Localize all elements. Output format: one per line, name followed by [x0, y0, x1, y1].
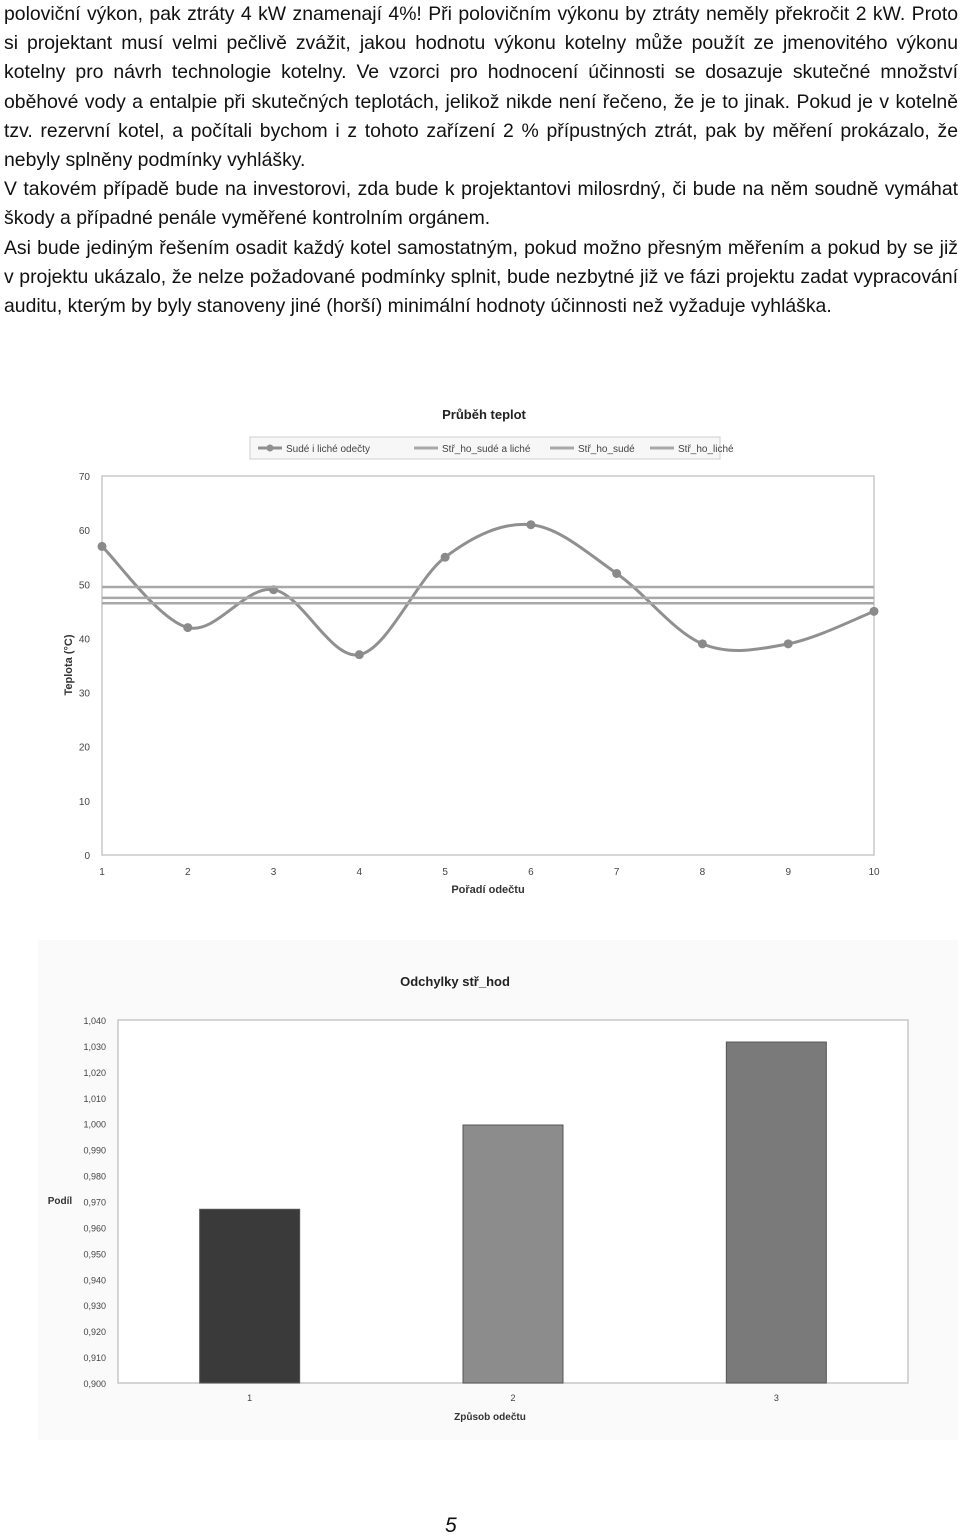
y-tick-label: 1,020	[83, 1067, 106, 1078]
data-point	[98, 542, 107, 551]
y-tick-label: 1,030	[83, 1041, 106, 1052]
y-tick-label: 50	[78, 580, 90, 592]
x-tick-label: 1	[247, 1393, 253, 1403]
paragraph-1: poloviční výkon, pak ztráty 4 kW znamenají 4%! Při polovičním výkonu by ztráty neměly překročit 2 kW. Proto si projektant musí velmi pečlivě zvážit, jakou hodnotu výkonu kotelny může použít ze jmenovitého výkonu kotelny pro návrh technologie kotelny. Ve vzorci pro hodnocení účinnosti se dosazuje skutečné množství oběhové vody a entalpie při skutečných teplotách, jelikož nikde není řečeno, že je to jinak. Pokud je v kotelně tzv. rezervní kotel, a počítali bychom i z tohoto zařízení 2 % přípustných ztrát, pak by měření prokázalo, že nebyly splněny podmínky vyhlášky.	[4, 3, 958, 172]
y-axis-label: Podíl	[47, 1196, 73, 1207]
x-tick-label: 10	[868, 867, 880, 878]
chart-title: Průběh teplot	[442, 407, 526, 422]
data-point	[784, 639, 793, 648]
chart-title: Odchylky stř_hod	[400, 974, 510, 989]
x-tick-label: 7	[613, 867, 620, 878]
y-tick-label: 20	[78, 742, 90, 754]
data-point	[526, 520, 535, 529]
legend-label: Stř_ho_sudé a liché	[442, 444, 531, 455]
x-axis-label: Způsob odečtu	[454, 1412, 526, 1423]
article-text	[4, 0, 958, 370]
deviation-bar-chart	[38, 940, 958, 1440]
data-point	[698, 639, 707, 648]
x-tick-label: 6	[528, 867, 534, 878]
y-tick-label: 0,990	[83, 1145, 106, 1156]
y-tick-label: 0,910	[83, 1353, 106, 1364]
data-point	[441, 553, 450, 562]
legend-label: Stř_ho_liché	[678, 444, 734, 455]
x-tick-label: 9	[785, 867, 792, 878]
bar-1	[200, 1209, 300, 1383]
data-point	[355, 650, 364, 659]
x-tick-label: 1	[99, 867, 105, 878]
x-tick-label: 5	[442, 867, 448, 878]
y-tick-label: 0,920	[83, 1327, 106, 1338]
y-tick-label: 0	[84, 851, 90, 862]
page-number: 5	[445, 1514, 457, 1537]
legend-label: Sudé i liché odečty	[286, 444, 370, 455]
y-tick-label: 40	[78, 634, 90, 646]
paragraph-2: V takovém případě bude na investorovi, zda bude k projektantovi milosrdný, či bude na něm soudně vymáhat škody a případné penále vyměřené kontrolním orgánem.	[4, 178, 958, 230]
x-axis-label: Pořadí odečtu	[451, 884, 525, 896]
y-tick-label: 0,940	[83, 1275, 106, 1286]
x-tick-label: 3	[773, 1393, 779, 1403]
x-tick-label: 4	[356, 867, 363, 878]
x-tick-label: 2	[510, 1393, 516, 1403]
y-tick-label: 60	[78, 526, 90, 538]
legend-marker	[267, 445, 274, 452]
y-tick-label: 0,960	[83, 1223, 106, 1234]
y-tick-label: 70	[78, 472, 90, 483]
x-tick-label: 3	[270, 867, 277, 878]
data-point	[183, 623, 192, 632]
y-tick-label: 0,980	[83, 1171, 106, 1182]
y-tick-label: 0,900	[83, 1379, 106, 1389]
x-tick-label: 8	[699, 867, 706, 878]
data-point	[612, 569, 621, 578]
y-tick-label: 1,040	[83, 1016, 106, 1026]
legend-label: Stř_ho_sudé	[578, 444, 635, 455]
y-tick-label: 0,950	[83, 1249, 106, 1260]
data-point	[870, 607, 879, 616]
bar-2	[463, 1125, 563, 1383]
temperature-line-chart	[60, 395, 900, 915]
y-tick-label: 1,000	[83, 1119, 106, 1130]
y-axis-label: Teplota (°C)	[63, 634, 75, 696]
y-tick-label: 0,970	[83, 1197, 106, 1208]
y-tick-label: 30	[78, 688, 90, 700]
y-tick-label: 10	[78, 796, 90, 808]
y-tick-label: 0,930	[83, 1301, 106, 1312]
chart-legend	[250, 437, 734, 459]
y-tick-label: 1,010	[83, 1093, 106, 1104]
x-tick-label: 2	[184, 867, 191, 878]
paragraph-3: Asi bude jediným řešením osadit každý kotel samostatným, pokud možno přesným měřením a pokud by se již v projektu ukázalo, že nelze požadované podmínky splnit, bude nezbytné již ve fázi projektu zadat vypracování auditu, kterým by byly stanoveny jiné (horší) minimální hodnoty účinnosti než vyžaduje vyhláška.	[4, 236, 958, 318]
bar-3	[726, 1042, 826, 1383]
